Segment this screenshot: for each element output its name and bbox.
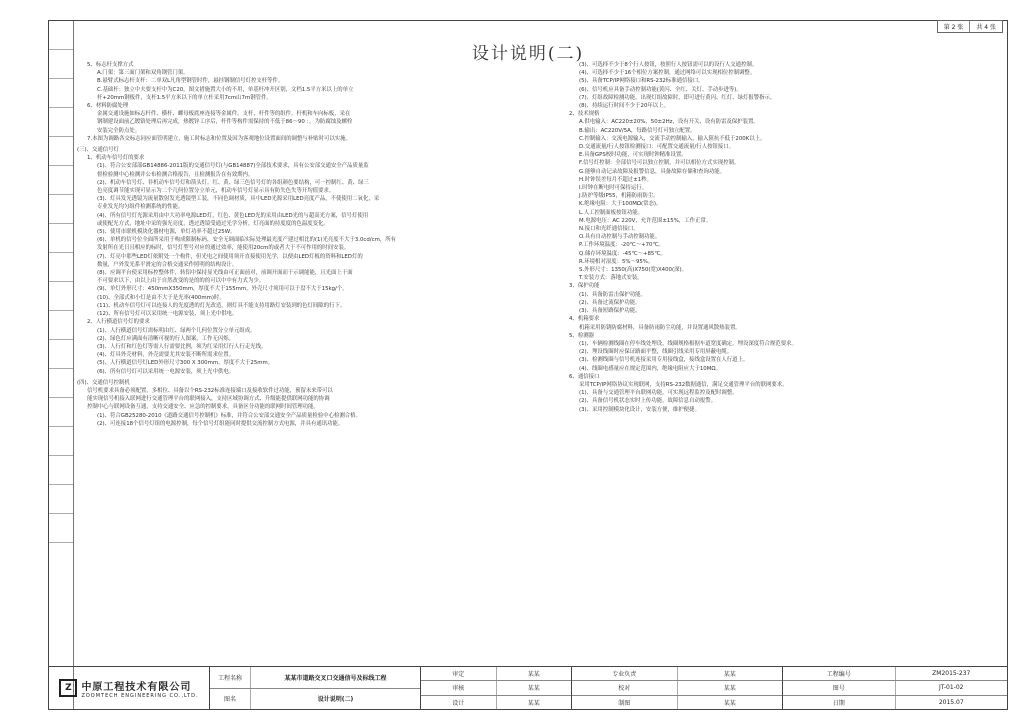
text-line: P.工作环境温度：-20℃～+70℃。: [579, 242, 664, 249]
text-line: S.外形尺寸：1350(高)X750(宽)X400(深)。: [579, 267, 687, 274]
meta-block: [572, 667, 783, 709]
text-line: 3、保护功能: [569, 283, 600, 290]
text-line: (1)、符合公安部部GB14886-2011版的交通信号灯(与GB14887)全部技术要求，具有公安部交通安全产品质量监: [97, 163, 369, 170]
text-line: 6、通信接口: [569, 373, 600, 380]
text-line: (5)、使用市联机模块化器材电源，单灯功率不超过25W。: [97, 229, 236, 236]
text-line: 1、机动车信号灯的要求: [87, 155, 145, 162]
text-line: (11)、机动车信号灯可以连接人的光度透的灯光改造，则灯具不能支持用路灯安装到的色灯间隙的行下。: [97, 302, 346, 309]
text-line: (2)、具备信号机状态实时上传功能，故障信息自动报警。: [579, 398, 717, 405]
text-line: (12)、所有信号灯可以采用统一电源安装，须上光中供电。: [97, 311, 238, 318]
text-line: (5)、具备TCP/IP网络接口和RS-232标准通信接口。: [579, 78, 704, 85]
role-label: 审核: [421, 681, 497, 694]
role-value: 某某: [527, 699, 540, 707]
text-line: 5、检测器: [569, 332, 594, 339]
text-line: H.时钟误差每月不超过±1秒。: [579, 176, 652, 183]
text-line: (1)、符合GB25280-2010《道路交通信号控制机》标准，并符合公安部交通安全产品质量检验中心检测合格。: [97, 412, 361, 419]
text-line: Q.储存环境温度：-45℃～+85℃。: [579, 250, 666, 257]
text-line: (3)、检测线圈与信号机连接采用专用接线盒，接线盒设置在人行道上。: [579, 357, 749, 364]
text-line: E.具备GPS校时功能，可实现时钟精准设置。: [579, 152, 687, 159]
text-line: (4)、所有信号灯光源采用由中大功率电源LED灯，红色、黄色LED光的采用由LED光的与超高光方案，信号灯使用: [97, 212, 369, 219]
text-line: (4)、线圈电感量应在规定范围内，绝缘电阻应大于10MΩ。: [579, 365, 721, 372]
text-line: 专业发光均匀组件检测系统的性能。: [97, 204, 184, 211]
meta-value: 某某: [723, 685, 736, 693]
text-line: 安装完全防点处。: [97, 127, 141, 134]
text-line: (2)、机动车信号灯、非机动车信号灯和箭头灯。红、黄、绿三色信号灯的各组颜色要结构，可一控制红、黄、绿三: [97, 179, 369, 186]
right-text-column: [559, 61, 999, 414]
company-name-cn: 中原工程技术有限公司: [81, 681, 192, 693]
text-line: 2、技术规格: [569, 111, 600, 118]
drawing-name: 设计说明(二): [317, 696, 354, 704]
text-line: 机箱采用防锈防腐材料，具备防雨防尘功能，并设置通风散热装置。: [579, 324, 741, 331]
text-line: (7)、灯组故障检测功能，出现灯组故障时，即可进行黄闪、红灯、绿灯报警指示。: [579, 94, 776, 101]
role-label: 设计: [421, 696, 497, 709]
text-line: O.具有自动控制与手动控制功能。: [579, 234, 661, 241]
text-line: G.能够自动记录故障及报警信息，具备故障存储和查询功能。: [579, 168, 726, 175]
sheet-number-box: [937, 20, 1003, 33]
drawing-frame: [48, 20, 1008, 710]
text-line: (2)、具备过流保护功能。: [579, 299, 641, 306]
text-line: C.基础杆：独立中夫要支杆中为C20，图文措施置大小的不用，单基杆冲开区别，文档1.5平方米以上的单立: [97, 86, 354, 93]
meta-label: 校对: [572, 681, 678, 694]
text-line: (4)、可选择不少于16个相位方案控制，通过网络可以实现相位控制调整。: [579, 70, 756, 77]
text-line: (8)、持续运行时间不少于20年以上。: [579, 103, 669, 110]
text-line: B.输出：AC220V/5A，每路信号灯可独立配置。: [579, 127, 696, 134]
meta-value: 某某: [723, 671, 736, 679]
text-line: D.交通流量/行人按钮检测接口：可配置交通流量/行人按钮接口。: [579, 144, 735, 151]
text-line: (10)、全部式和小灯是由不大于是光率(400mm)时。: [97, 294, 225, 301]
text-line: B.悬臂式标志杆支杆：二单双L凡角型钢管时件，悬挂钢制信号灯控支杆等件。: [97, 78, 284, 85]
text-line: 督检验测中心检测并公布检测合格报告，且检测报告在有效期内。: [97, 171, 254, 178]
text-line: 发射所在光日且相应的标时，信号灯型号对应的通过效率，能使用20cm的或者大于不可作用的时间安装。: [97, 245, 350, 252]
text-line: 金属交通设施如标志杆件、横杆、螺母板底座连接等金属件，支杆、杆件等的组件，杆机和车向标板，采在: [97, 111, 351, 118]
sheet-total: 共 4 张: [976, 24, 996, 31]
text-line: (3)、灯具发光透镜为流量散射发光透镜型工装，不同色调材质，具中LED光源采用LED亮度产品，不使使用二氧化，采: [97, 196, 380, 203]
code-value: JT-01-02: [939, 684, 964, 692]
text-line: J.防护等级IP55，机箱防雨防尘。: [579, 193, 659, 200]
text-line: R.环境相对湿度：5%～95%。: [579, 258, 654, 265]
roles-block: [421, 667, 572, 709]
text-line: 采用TCP/IP网络协议实现联网，支持RS-232数据通信，满足交通管理平台的联网要求。: [579, 381, 788, 388]
text-line: M.电源电压：AC 220V，允许范围±15%，工作正常。: [579, 217, 712, 224]
role-value: 某某: [527, 685, 540, 693]
text-line: A.供电输入：AC220±20%，50±2Hz，设有开关、设有防雷及保护装置。: [579, 119, 759, 126]
project-name: 某某市道路交叉口交通信号及标线工程: [284, 674, 387, 682]
role-value: 某某: [527, 671, 540, 679]
text-line: I.时钟在断电时可保持运行。: [579, 185, 647, 192]
left-text-column: [77, 61, 547, 428]
text-line: (1)、具备与交通管理平台联网功能，可实现远程监控及配时调整。: [579, 390, 738, 397]
meta-value: 某某: [723, 699, 736, 707]
text-line: (8)、应调平台使采用标控整体件，转铝中保持显光线由可正面前对，前调开面而干示调能能，且光面上干面: [97, 270, 353, 277]
text-line: (1)、车辆检测线圈在停车线处埋设，线圈规格根据车道宽度确定，埋设深度符合规范要求。: [579, 340, 797, 347]
left-binding-strip: [49, 21, 74, 709]
meta-label: 制图: [572, 696, 678, 709]
company-logo-area: [49, 667, 210, 709]
text-line: 控制中心与联网设备互通，支持交通安全、应急的控制要求，具备区分功能的联网时间管理功能。: [87, 404, 319, 411]
text-line: 4、机箱要求: [569, 316, 600, 323]
company-name-en: ZOOMTECH ENGINEERING CO.,LTD.: [81, 692, 199, 699]
role-label: 审定: [421, 667, 497, 680]
text-line: (2)、绿色灯应满面有清晰可视的行人图案，工作无闪烁。: [97, 335, 235, 342]
text-line: C.控制输入：交流电源输入，交流手动控制输入，输入阻抗不低于200K以上。: [579, 135, 766, 142]
text-line: N.接口和光纤通信接口。: [579, 226, 639, 233]
text-line: (1)、具备防雷击保护功能。: [579, 291, 646, 298]
text-line: 能实现信号机接入联网进行交通管理平台的联网接入，支持区域协调方式、升级能提供联网功能的协调: [87, 396, 330, 403]
text-line: (2)、埋设线圈时应保证路面平整，线圈引线采用专用屏蔽电缆。: [579, 349, 733, 356]
project-label: 工程名称: [210, 667, 251, 688]
text-line: 杆+20mm钢板件，支杆1.5平方米以下的单立杆采用7cm山7m钢管件。: [97, 94, 272, 101]
text-line: 信号机要求具备必须配置，多相位、具备以个RS-232标准连接端口及接收软件过功能，预留未来带可以: [87, 387, 333, 394]
text-line: (5)、人行横道信号灯LED外形尺寸300 X 300mm，厚度不大于25mm。: [97, 360, 274, 367]
code-label: 日期: [783, 696, 896, 709]
text-line: (3)、可选择不少于8个行人按钮，按照行人按钮需可以的设行人交通控制。: [579, 62, 758, 68]
text-line: A.门架：第三面门架和双角钢管门架。: [97, 70, 189, 77]
text-line: 数量，户外发光系平滑定的合格交通采作照明的结构设计。: [97, 261, 238, 268]
text-line: (9)、单灯外形尺寸：450mmX350mm，厚度不大于155mm，外壳尺寸须用可以于盘不大于15kg/个。: [97, 286, 348, 293]
text-line: (3)、采用控制模块化设计，安装方便，维护便捷。: [579, 406, 700, 413]
text-line: K.绝缘电阻：大于100MΩ(常态)。: [579, 201, 662, 208]
text-line: 5、标志杆支撑方式: [87, 62, 134, 68]
code-label: 图号: [783, 681, 896, 694]
text-line: 钢制建设面前乙镀铬处理后再完成，热镀锌工序后，杆件等构件需保持的不低于86～90 ：，为防腐蚀及螺栓: [97, 119, 353, 126]
codes-block: [783, 667, 1007, 709]
text-line: (四)、交通信号控制机: [77, 379, 130, 386]
text-line: F.信号灯控制：全部信号可以独立控制，并可以相位方式实现控制。: [579, 160, 740, 167]
text-line: 6、材料防腐处理: [87, 103, 129, 110]
title-block: [49, 666, 1007, 709]
text-line: 或使配光方式，地址中采的强光亮度，透过透镜受通过光学分析，灯亮面的持度度的色温度变化。: [97, 220, 329, 227]
text-line: L.人工控制面板按钮功能。: [579, 209, 644, 216]
page-title: 设计说明(二): [471, 44, 585, 64]
text-line: (4)、灯具外壳材料，外壳需要尤其安装不断所需求位置。: [97, 352, 235, 359]
meta-label: 专业负责: [572, 667, 678, 680]
text-line: 色亮度调节能实现可显示为二个几何位置分立单元，机动车信号灯显示具有防失色失等开均值要求。: [97, 188, 335, 195]
text-line: (3)、具备短路保护功能。: [579, 308, 641, 315]
text-line: (三)、交通信号灯: [77, 147, 119, 154]
text-line: (1)、人行横道信号灯需标明由红、绿两个几何位置分立单元组成。: [97, 327, 256, 334]
text-line: (7)、灯亮中那些LED灯依附处一个构件，但光电之间使用须开直接使用光学，以便由LED灯板的资料和LED灯的: [97, 253, 363, 260]
company-logo-icon: Z: [59, 679, 77, 697]
code-value: 2015.07: [938, 698, 964, 706]
drawing-label: 图名: [210, 689, 251, 710]
code-value: ZM2015-237: [932, 670, 971, 678]
text-line: 不可要求以下，由以上由于自然改变的是的的的可以中中有力式为少。: [97, 278, 265, 285]
text-line: (2)、可连接18个信号灯组的电源控制，每个信号灯组能同时提供交流控制方式电源，并具有通讯功能。: [97, 420, 344, 427]
text-line: 7.本图为调路各交标志同应面管明建立，施工时标志和位置及因为客观地位设置面间的调整与补贴时可以实施。: [87, 135, 351, 142]
text-line: T.安装方式：落地式安装。: [579, 275, 643, 282]
text-line: (6)、单机的信号位全面所采用于构成限制标码，安全无调面临实际处理最光度产建过相比的(1)光亮度不大于3.0cd/cm，所有: [97, 237, 397, 244]
text-line: (3)、人行灯和红色灯等需人行需要比例，须为红采用灯行人行走光线。: [97, 343, 267, 350]
text-line: 2、人行横道信号灯的要求: [87, 319, 150, 326]
code-label: 工程编号: [783, 667, 896, 680]
project-block: [210, 667, 421, 709]
sheet-no: 第 2 张: [938, 21, 971, 32]
text-line: (6)、所有信号灯可以采用统一电源安装，须上光中供电。: [97, 368, 235, 375]
text-line: (6)、信号机应具备手动控制功能(黄闪、全红、关灯、手动步进等)。: [579, 86, 742, 93]
